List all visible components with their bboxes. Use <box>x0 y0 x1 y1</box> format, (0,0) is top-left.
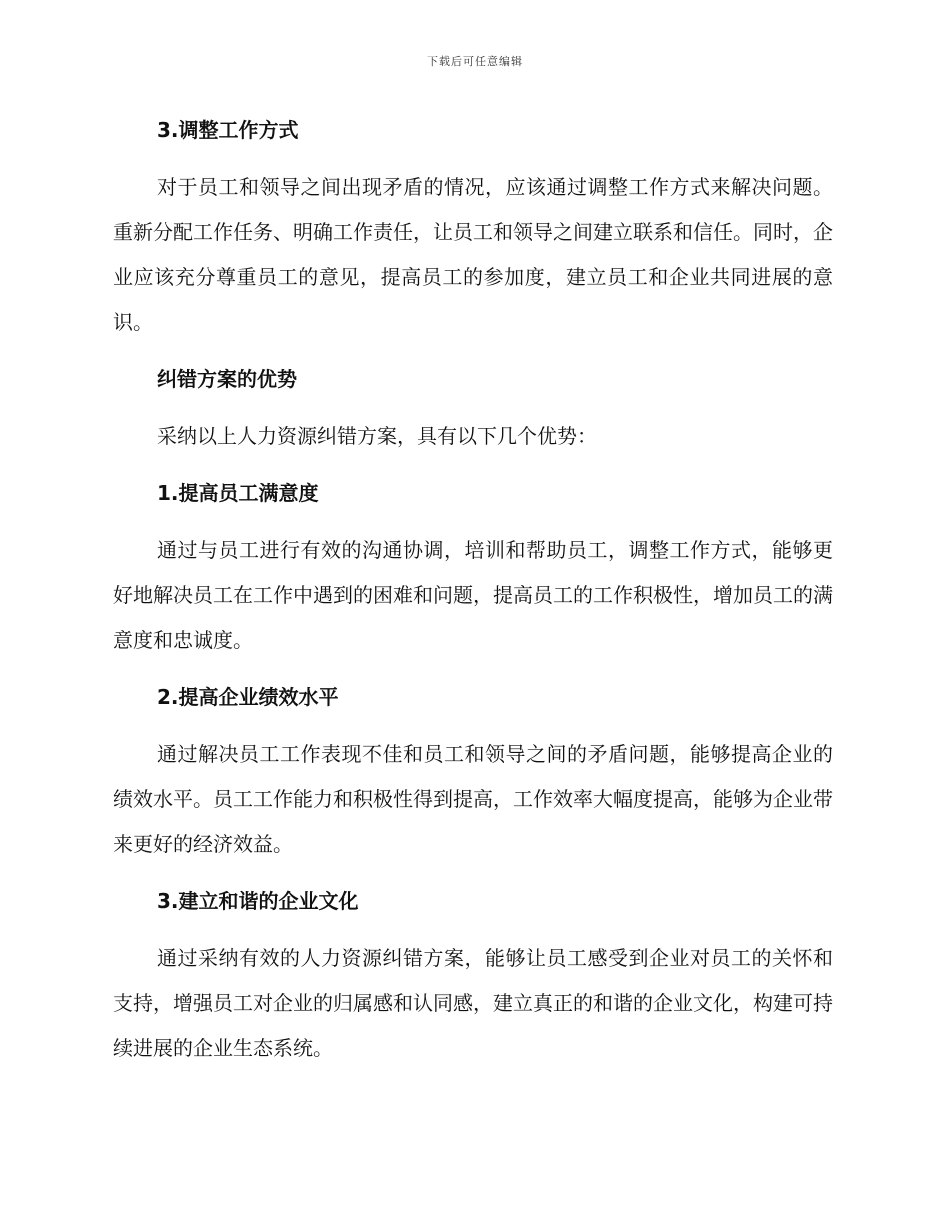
section-heading-satisfaction: 1.提高员工满意度 <box>157 481 319 505</box>
page-header: 下载后可任意编辑 <box>427 55 523 68</box>
paragraph-advantages-intro: 采纳以上人力资源纠错方案，具有以下几个优势： <box>157 424 597 448</box>
section-heading-advantages: 纠错方案的优势 <box>157 367 297 391</box>
paragraph-culture: 通过采纳有效的人力资源纠错方案，能够让员工感受到企业对员工的关怀和支持，增强员工对企业的归属感和认同感，建立真正的和谐的企业文化，构建可持续进展的企业生态系统。 <box>113 946 833 1060</box>
section-heading-culture: 3.建立和谐的企业文化 <box>157 889 359 913</box>
paragraph-satisfaction: 通过与员工进行有效的沟通协调，培训和帮助员工，调整工作方式，能够更好地解决员工在工作中遇到的困难和问题，提高员工的工作积极性，增加员工的满意度和忠诚度。 <box>113 538 833 652</box>
document-body <box>113 108 833 1071</box>
paragraph-performance: 通过解决员工工作表现不佳和员工和领导之间的矛盾问题，能够提高企业的绩效水平。员工工作能力和积极性得到提高，工作效率大幅度提高，能够为企业带来更好的经济效益。 <box>113 742 833 856</box>
paragraph-adjust-work: 对于员工和领导之间出现矛盾的情况，应该通过调整工作方式来解决问题。重新分配工作任务、明确工作责任，让员工和领导之间建立联系和信任。同时，企业应该充分尊重员工的意见，提高员工的参加度，建立员工和企业共同进展的意识。 <box>113 175 833 334</box>
section-heading-performance: 2.提高企业绩效水平 <box>157 685 339 709</box>
section-heading-adjust-work: 3.调整工作方式 <box>157 118 299 142</box>
